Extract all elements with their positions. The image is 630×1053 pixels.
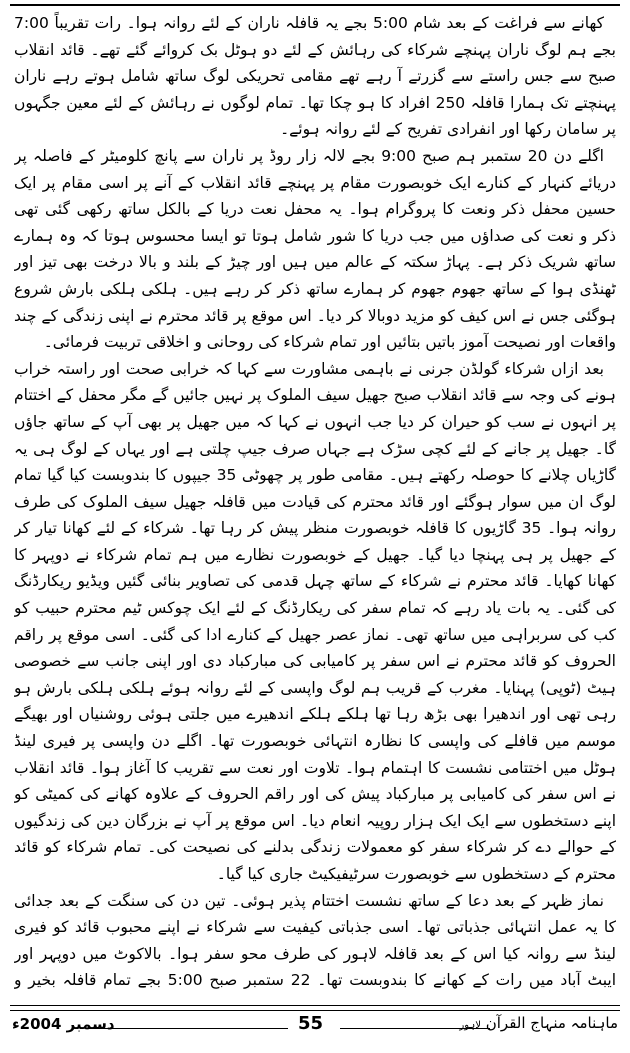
footer-rule-bottom bbox=[10, 1010, 620, 1011]
paragraph-4-text: نماز ظہر کے بعد دعا کے ساتھ نشست اختتام پذیر ہوئی۔ تین دن کی سنگت کے بعد جدائی کا یہ عمل انتہائی جذباتی تھا۔ اسی جذباتی کیفیت سے شرکاء نے اپنے محبوب قائد کو فیری لینڈ سے روانہ کیا اس کے بعد قافلہ لاہور کی طرف محو سفر ہوا۔ بالاکوٹ میں دوپہر اور ایبٹ آباد میں رات کے کھانے کا بندوبست تھا۔ 22 ستمبر صبح 5:00 بجے تمام قافلہ بخیر و bbox=[14, 891, 616, 990]
paragraph-3: بعد ازاں شرکاء گولڈن جرنی نے باہمی مشاورت سے کہا کہ خرابی صحت اور راستہ خراب ہونے کی وجہ سے قائد انقلاب صبح جھیل سیف الملوک پر نہیں جائیں گے مگر محفل کے اختتام پر انہوں نے سب کو حیران کر دیا جب انہوں نے کہا کہ میں جھیل پر بھی آپ کے ساتھ جاؤں گا۔ جھیل پر جانے کے لئے کچی سڑک ہے جہاں صرف جیپ چلتی ہے اور یہاں کے لوگ ہی یہ گاڑیاں چلانے کا حوصلہ رکھتے ہیں۔ مقامی طور پر چھوٹی 35 جیپوں کا بندوبست کیا گیا تمام لوگ ان میں سوار ہوگئے اور قائد محترم کی قیادت میں قافلہ جھیل سیف الملوک کی طرف روانہ ہوا۔ 35 گاڑیوں کا قافلہ خوبصورت منظر پیش کر رہا تھا۔ شرکاء کے لئے کھانا تیار کر کے جھیل پر ہی پہنچا دیا گیا۔ جھیل کے خوبصورت نظارے میں ہم تمام شرکاء نے دوپہر کا کھانا کھایا۔ قائد محترم نے شرکاء کے ساتھ چہل قدمی کی تصاویر بنائی گئیں ویڈیو ریکارڈنگ کی گئی۔ یہ بات یاد رہے کہ تمام سفر کی ریکارڈنگ کے لئے ایک چوکس ٹیم محترم حبیب کو کب کی سربراہی میں ساتھ تھی۔ نماز عصر جھیل کے کنارے ادا کی گئی۔ اسی موقع پر راقم الحروف کو قائد محترم نے اس سفر پر کامیابی کی مبارکباد دی اور اپنی جانب سے خصوصی ہیٹ (ٹوپی) پہنایا۔ مغرب کے قریب ہم لوگ واپسی کے لئے روانہ ہوئے ہلکی ہلکی بارش ہو رہی تھی اور اندھیرا بھی بڑھ رہا تھا ہلکے ہلکے اندھیرے میں جلتی ہوئی روشنیاں اور بھیگے موسم میں قافلے کی واپسی کا نظارہ انتہائی خوبصورت تھا۔ اگلے دن واپسی پر فیری لینڈ ہوٹل میں اختتامی نشست کا اہتمام ہوا۔ تلاوت اور نعت سے تقریب کا آغاز ہوا۔ قائد انقلاب نے اس سفر کی کامیابی پر مبارکباد پیش کی اور راقم الحروف کے علاوہ کھانے کی کمیٹی کو اپنے دستخطوں سے ایک ایک ہزار روپیہ انعام دیا۔ اس موقع پر آپ نے بزرگان دین کی زندگیوں کے حوالے دے کر شرکاء سفر کو معمولات زندگی بدلنے کی نصیحت کی۔ تمام شرکاء کو قائد محترم کے دستخطوں سے خوبصورت سرٹیفیکیٹ جاری کیا گیا۔ bbox=[14, 359, 616, 883]
footer-rule-top bbox=[10, 1005, 620, 1006]
magazine-name bbox=[459, 1014, 618, 1032]
issue-date: دسمبر 2004ء bbox=[12, 1015, 115, 1033]
footer-divider-left bbox=[88, 1028, 288, 1029]
page-footer bbox=[10, 1003, 620, 1043]
magazine-title: ماہنامہ منہاج القرآن bbox=[485, 1014, 618, 1032]
page-number: 55 bbox=[298, 1013, 324, 1034]
paragraph-2: اگلے دن 20 ستمبر ہم صبح 9:00 بجے لالہ زار روڈ پر ناران سے پانچ کلومیٹر کے فاصلہ پر دریائے کنہار کے کنارے ایک خوبصورت مقام پر پہنچے قائد انقلاب کے آنے پر اسی مقام پر ایک حسین محفل ذکر ونعت کا پروگرام ہوا۔ یہ محفل نعت دریا کے بالکل ساتھ رکھی گئی تھی ذکر و نعت کی صداؤں میں جب دریا کا شور شامل ہوتا تو ایسا محسوس ہوتا کہ وہ ہمارے ساتھ شریک ذکر ہے۔ پہاڑ سکتہ کے عالم میں ہیں اور چیڑ کے بلند و بالا درخت بھی تیز اور ٹھنڈی ہوا کے ساتھ جھوم جھوم کر ہمارے ساتھ ذکر کر رہے ہیں۔ ہلکی ہلکی بارش شروع ہوگئی جس نے اس کیف کو مزید دوبالا کر دیا۔ اس موقع پر قائد محترم نے اپنی زندگی کے چند واقعات اور نصیحت آموز باتیں بتائیں اور تمام شرکاء کی روحانی و اخلاقی تربیت فرمائی۔ bbox=[14, 146, 616, 352]
top-rule bbox=[10, 4, 620, 6]
magazine-city: لاہور bbox=[459, 1020, 481, 1031]
paragraph-1: کھانے سے فراغت کے بعد شام 5:00 بجے یہ قافلہ ناران کے لئے روانہ ہوا۔ رات تقریباً 7:00 بجے ہم لوگ ناران پہنچے شرکاء کی رہائش کے لئے دو ہوٹل بک کروائے گئے تھے۔ قائد انقلاب صبح سے جس راستے سے گزرتے آ رہے تھے مقامی تحریکی لوگ ساتھ شامل ہوتے رہے ناران پہنچتے تک ہمارا قافلہ 250 افراد کا ہو چکا تھا۔ تمام لوگوں نے رہائش کے لئے معین جگہوں پر سامان رکھا اور انفرادی تفریح کے لئے روانہ ہوئے۔ bbox=[14, 14, 616, 139]
paragraph-4 bbox=[14, 888, 616, 991]
article-body bbox=[14, 10, 616, 991]
